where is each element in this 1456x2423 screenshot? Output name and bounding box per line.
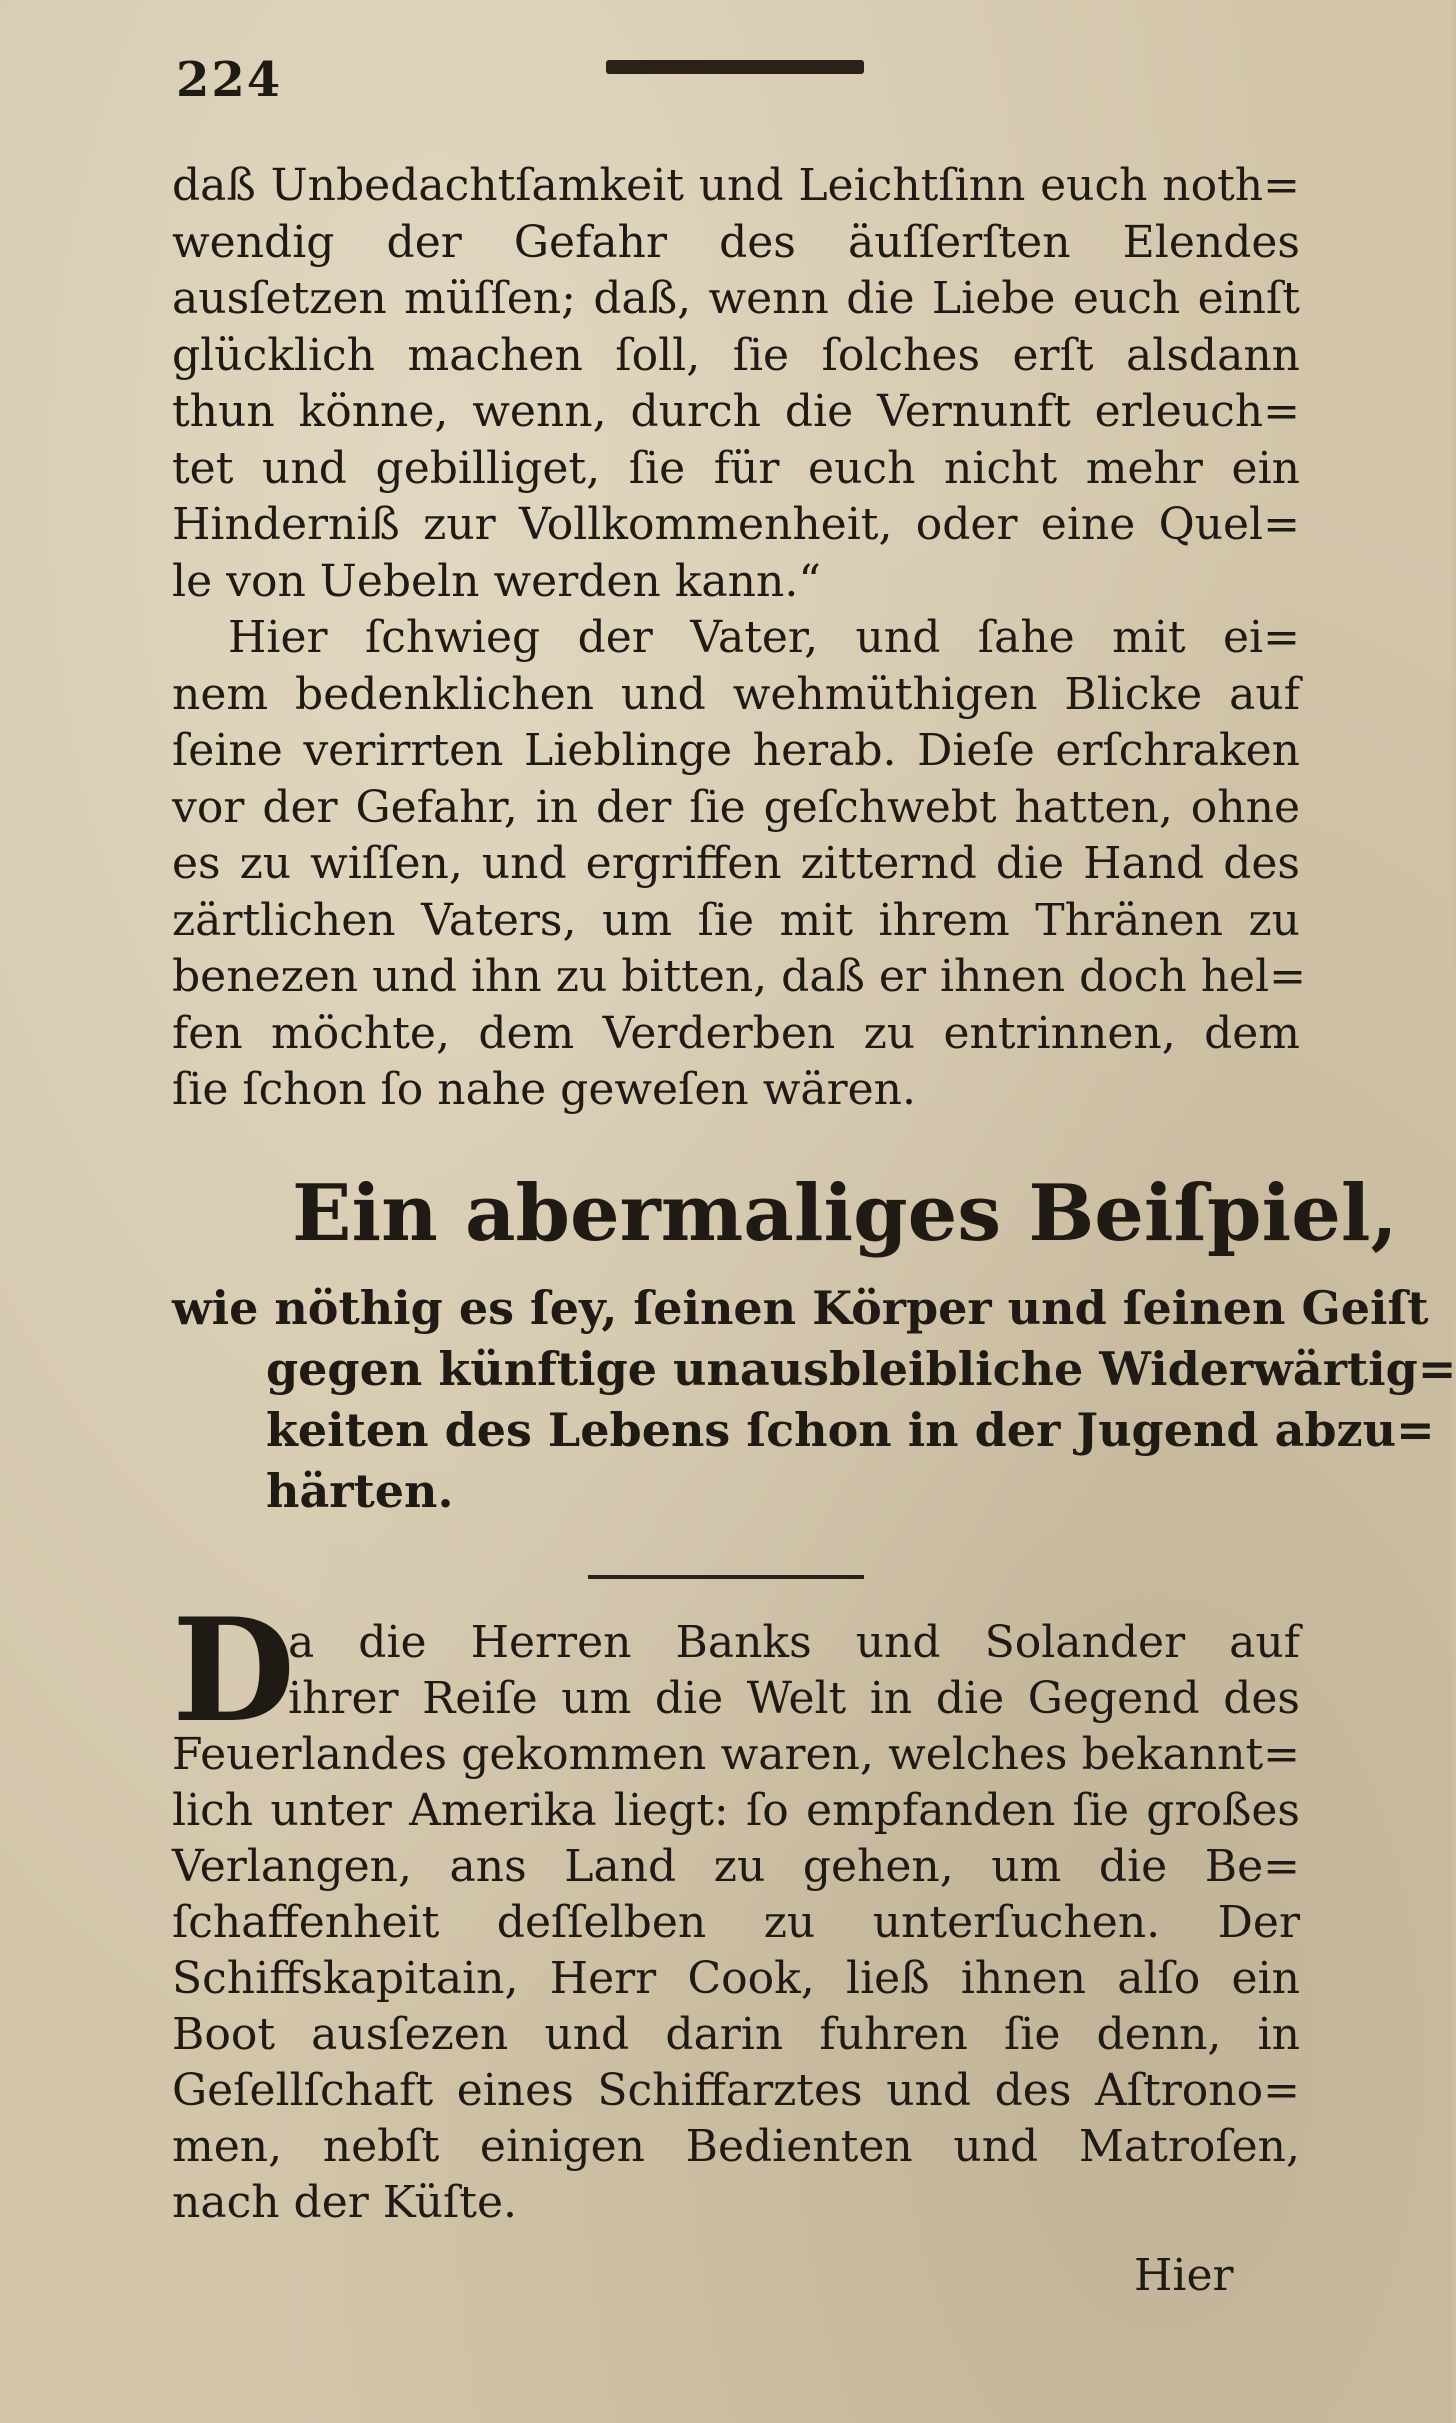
subheading-line: keiten des Lebens ſchon in der Jugend abzu=: [266, 1403, 1435, 1457]
subheading-line: härten.: [266, 1464, 454, 1518]
text-line: Schiffskapitain, Herr Cook, ließ ihnen alſo ein: [172, 1953, 1300, 2004]
text-line: nem bedenklichen und wehmüthigen Blicke auf: [172, 668, 1300, 720]
subheading-line: wie nöthig es ſey, ſeinen Körper und ſeinen Geiſt: [172, 1281, 1429, 1335]
text-line: Boot ausſezen und darin fuhren ſie denn, in: [172, 2009, 1300, 2060]
text-line: Hinderniß zur Vollkommenheit, oder eine Quel=: [172, 499, 1300, 550]
text-line: nach der Küſte.: [172, 2177, 517, 2228]
text-line: Geſellſchaft eines Schiffarztes und des Aſtrono=: [172, 2065, 1300, 2116]
text-line: daß Unbedachtſamkeit und Leichtſinn euch noth=: [172, 160, 1300, 211]
text-line: Verlangen, ans Land zu gehen, um die Be=: [172, 1841, 1300, 1892]
text-line: Hier ſchwieg der Vater, und ſahe mit ei=: [228, 612, 1300, 663]
drop-cap: D: [172, 1588, 296, 1754]
text-line: es zu wiſſen, und ergriffen zitternd die Hand des: [172, 838, 1300, 889]
text-line: glücklich machen ſoll, ſie ſolches erſt alsdann: [172, 329, 1300, 381]
text-line: vor der Gefahr, in der ſie geſchwebt hatten, ohne: [172, 781, 1300, 833]
text-line: zärtlichen Vaters, um ſie mit ihrem Thränen zu: [172, 894, 1300, 946]
text-line: ſchaffenheit deſſelben zu unterſuchen. Der: [172, 1897, 1300, 1948]
subheading-line: gegen künftige unausbleibliche Widerwärtig=: [266, 1342, 1456, 1396]
text-line: Feuerlandes gekommen waren, welches bekannt=: [172, 1729, 1300, 1780]
section-subheading: [172, 1278, 1456, 1522]
text-line: ausſetzen müſſen; daß, wenn die Liebe euch einſt: [172, 273, 1300, 324]
catchword: Hier: [1134, 2250, 1234, 2301]
text-line: tet und gebilliget, ſie für euch nicht mehr ein: [172, 442, 1300, 494]
section-divider-rule: [588, 1575, 864, 1579]
text-line: men, nebſt einigen Bedienten und Matroſen,: [172, 2121, 1300, 2172]
paragraph-father-silent: [172, 610, 1307, 1119]
text-line: le von Uebeln werden kann.“: [172, 555, 821, 607]
text-line: a die Herren Banks und Solander auf: [288, 1617, 1300, 1668]
text-line: lich unter Amerika liegt: ſo empfanden ſie großes: [172, 1785, 1300, 1836]
text-line: ſeine verirrten Lieblinge herab. Dieſe erſchraken: [172, 725, 1300, 776]
paragraph-continued: [172, 158, 1300, 610]
text-line: benezen und ihn zu bitten, daß er ihnen doch hel=: [172, 951, 1307, 1002]
text-line: ſie ſchon ſo nahe geweſen wären.: [172, 1064, 917, 1115]
text-line: wendig der Gefahr des äuſſerſten Elendes: [172, 216, 1300, 268]
page-number: 224: [176, 52, 283, 108]
section-heading: Ein abermaliges Beiſpiel,: [292, 1168, 1398, 1259]
paragraph-banks-solander: [172, 1588, 1300, 2231]
text-line: ihrer Reiſe um die Welt in die Gegend des: [288, 1673, 1300, 1724]
header-ornament-rule: [606, 60, 864, 74]
text-line: fen möchte, dem Verderben zu entrinnen, dem: [172, 1007, 1300, 1059]
text-line: thun könne, wenn, durch die Vernunft erleuch=: [172, 386, 1300, 437]
